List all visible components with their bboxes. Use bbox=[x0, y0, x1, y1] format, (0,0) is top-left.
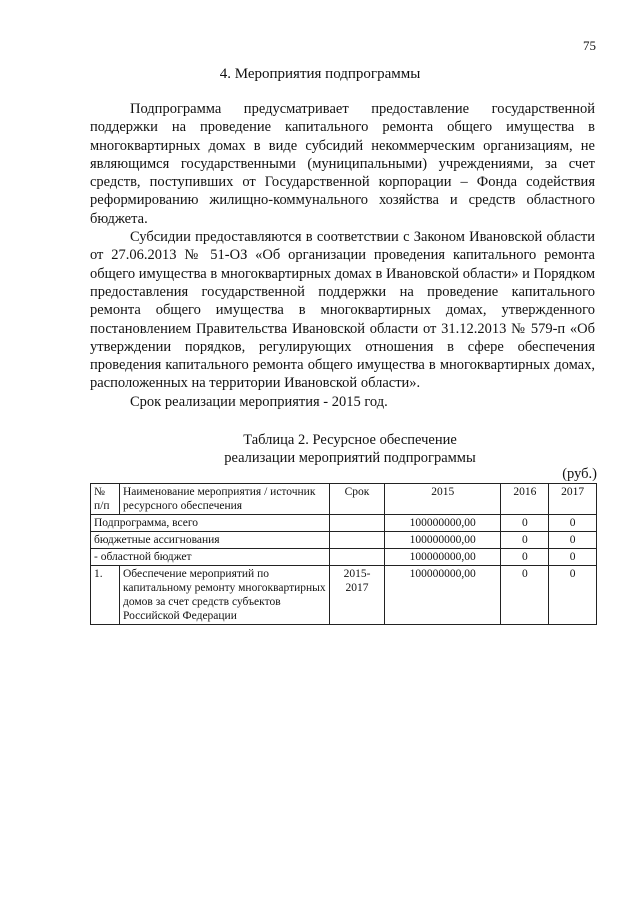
table-row bbox=[91, 566, 597, 625]
row-term bbox=[330, 515, 385, 532]
row-value-2017: 0 bbox=[549, 515, 597, 532]
row-value-2016: 0 bbox=[501, 532, 549, 549]
row-value-2015: 100000000,00 bbox=[385, 515, 501, 532]
paragraph-subprogram: Подпрограмма предусматривает предоставление государственной поддержки на проведение капитального ремонта общего имущества в многоквартирных домах в виде субсидий некоммерческим организациям, не являющимся государственными (муниципальными) учреждениями, за счет средств, поступивших от Государственной корпорации – Фонда содействия реформированию жилищно-коммунального хозяйства и средств областного бюджета. bbox=[90, 101, 595, 227]
row-value-2017: 0 bbox=[549, 566, 597, 625]
section-title: 4. Мероприятия подпрограммы bbox=[219, 66, 421, 82]
table-row bbox=[91, 532, 597, 549]
resource-table bbox=[90, 483, 597, 625]
row-value-2016: 0 bbox=[501, 566, 549, 625]
table-row bbox=[91, 549, 597, 566]
header-2016: 2016 bbox=[501, 484, 549, 515]
row-value-2015: 100000000,00 bbox=[385, 549, 501, 566]
header-term: Срок bbox=[330, 484, 385, 515]
row-value-2015: 100000000,00 bbox=[385, 566, 501, 625]
page-number: 75 bbox=[583, 38, 596, 53]
table-caption bbox=[0, 431, 640, 467]
row-value-2017: 0 bbox=[549, 549, 597, 566]
body-text bbox=[90, 100, 595, 411]
table-units: (руб.) bbox=[562, 466, 597, 482]
table-caption-line1: Таблица 2. Ресурсное обеспечение bbox=[243, 432, 457, 448]
row-label: Обеспечение мероприятий по капитальному ремонту многоквартирных домов за счет средств субъектов Российской Федерации bbox=[120, 566, 330, 625]
row-term bbox=[330, 532, 385, 549]
row-term: 2015-2017 bbox=[330, 566, 385, 625]
table-caption-line2: реализации мероприятий подпрограммы bbox=[224, 450, 476, 466]
paragraph-subsidies: Субсидии предоставляются в соответствии с Законом Ивановской области от 27.06.2013 № 51-ОЗ «Об организации проведения капитального ремонта общего имущества в многоквартирных домах в Ивановской области» и Порядком предоставления государственной поддержки на проведение капитального ремонта общего имущества в многоквартирных домах, утвержденного постановлением Правительства Ивановской области от 31.12.2013 № 579-п «Об утверждении порядков, регулирующих отношения в сфере обеспечения проведения капитального ремонта общего имущества в многоквартирных домах, расположенных на территории Ивановской области». bbox=[90, 229, 595, 392]
row-value-2016: 0 bbox=[501, 549, 549, 566]
row-term bbox=[330, 549, 385, 566]
row-value-2016: 0 bbox=[501, 515, 549, 532]
row-value-2015: 100000000,00 bbox=[385, 532, 501, 549]
header-2017: 2017 bbox=[549, 484, 597, 515]
row-num: 1. bbox=[91, 566, 120, 625]
header-num: № п/п bbox=[91, 484, 120, 515]
row-value-2017: 0 bbox=[549, 532, 597, 549]
header-name: Наименование мероприятия / источник ресурсного обеспечения bbox=[120, 484, 330, 515]
table-header-row bbox=[91, 484, 597, 515]
row-label: бюджетные ассигнования bbox=[91, 532, 330, 549]
row-label: Подпрограмма, всего bbox=[91, 515, 330, 532]
paragraph-term: Срок реализации мероприятия - 2015 год. bbox=[130, 393, 388, 410]
row-label: - областной бюджет bbox=[91, 549, 330, 566]
table-row bbox=[91, 515, 597, 532]
header-2015: 2015 bbox=[385, 484, 501, 515]
